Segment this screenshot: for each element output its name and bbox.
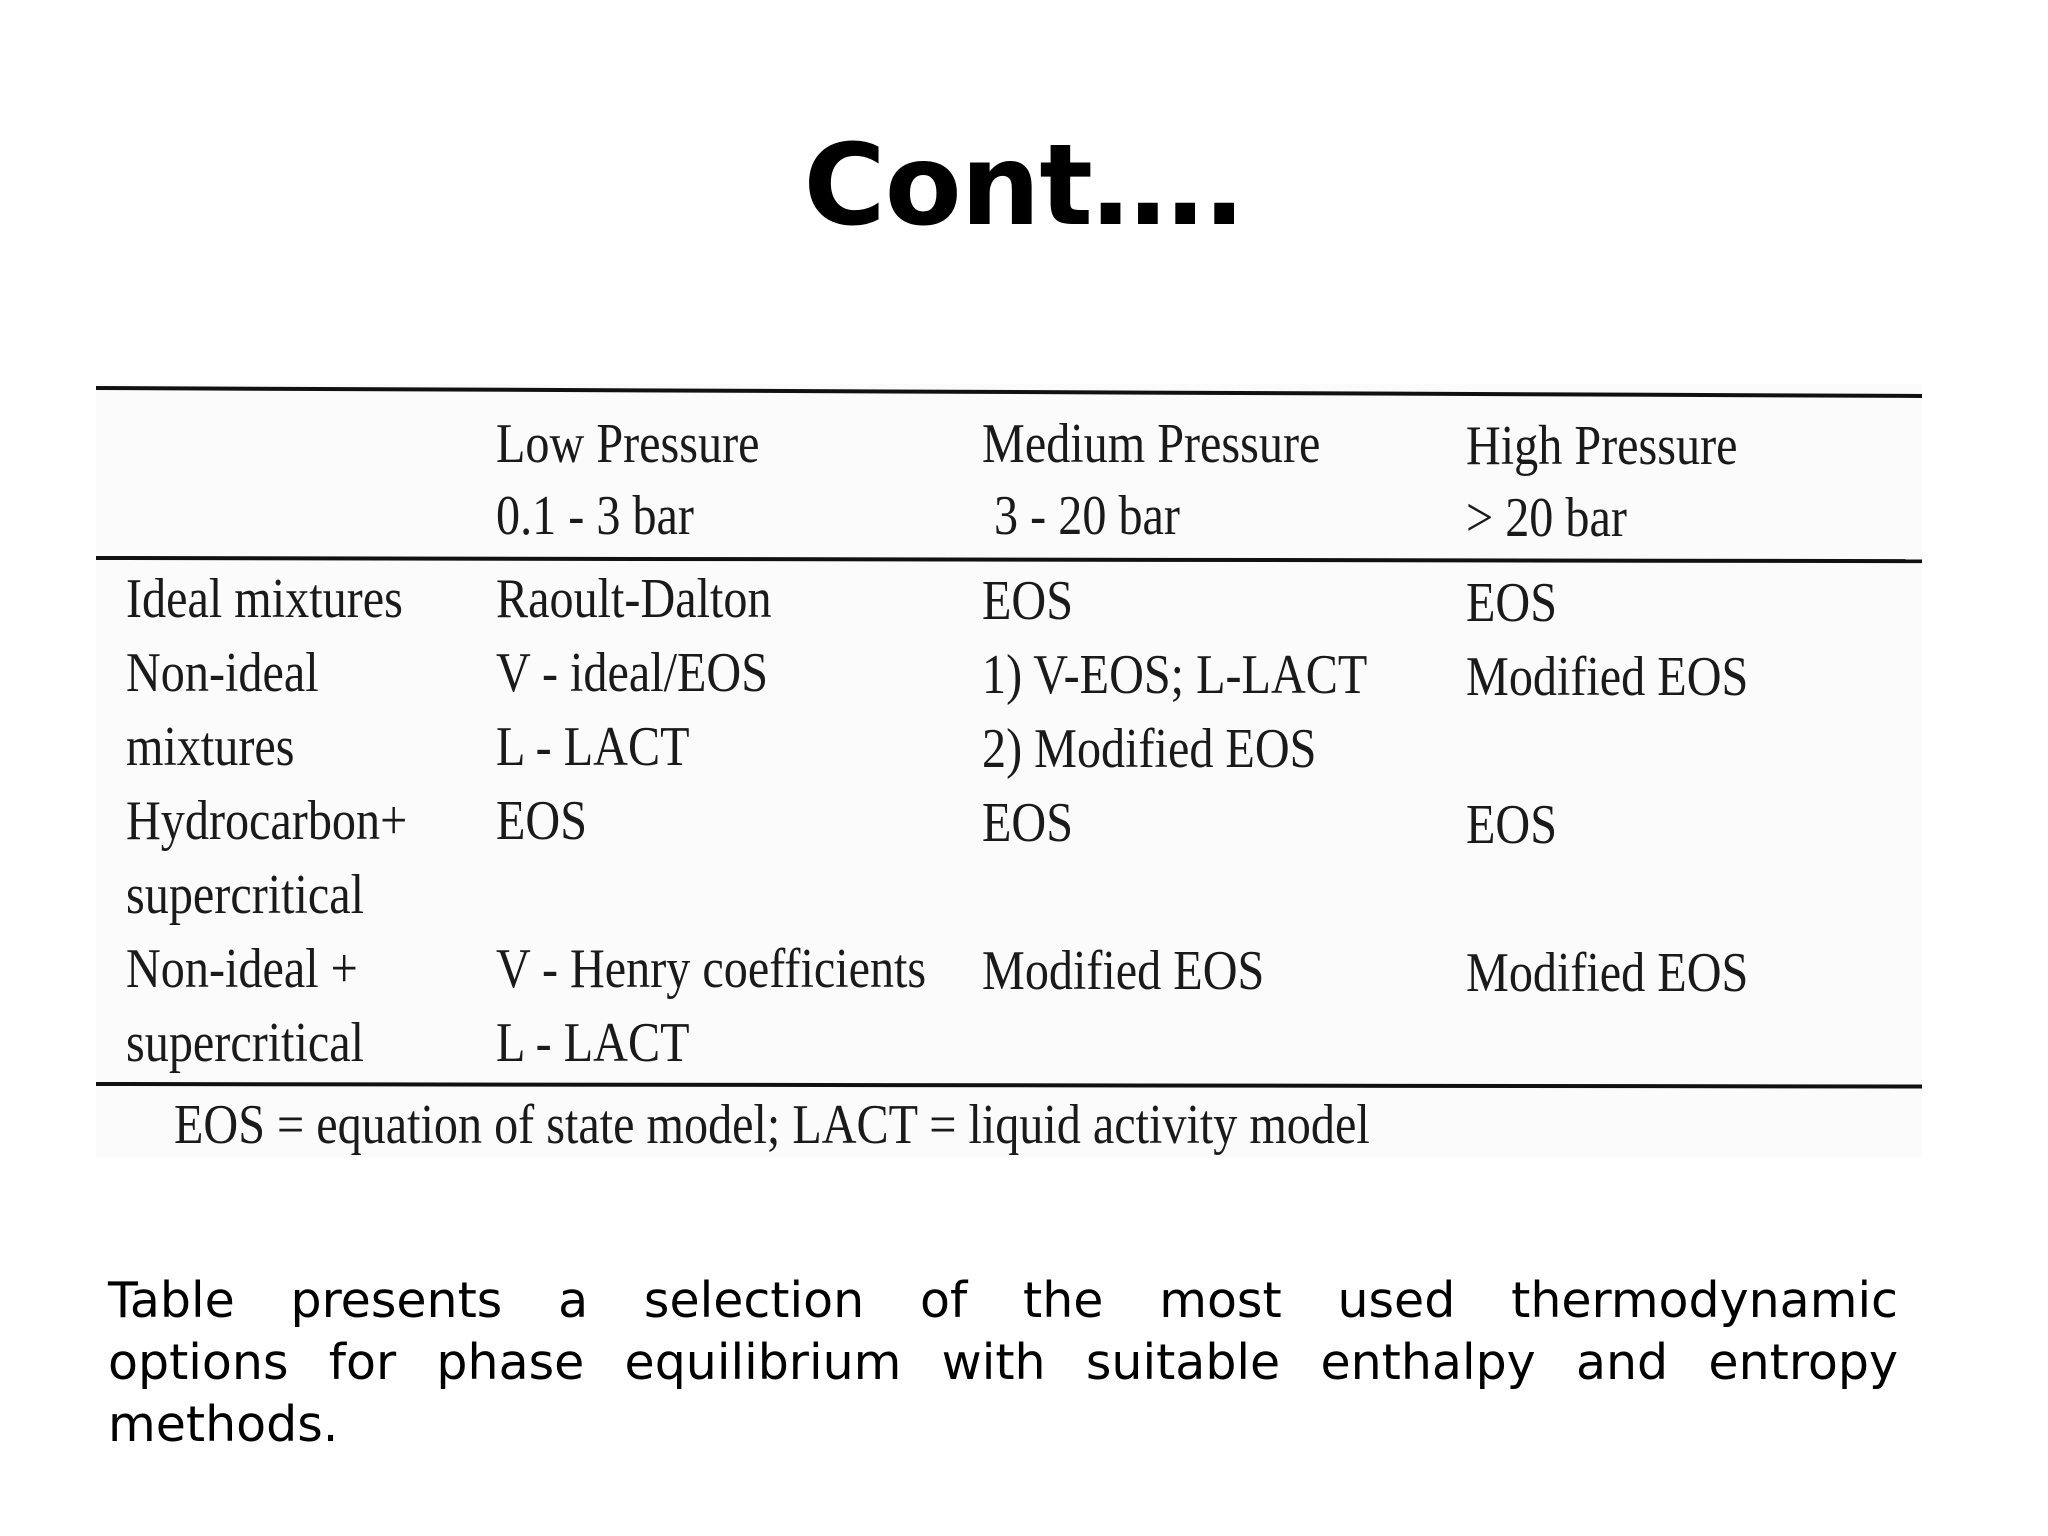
table-cell: Modified EOS	[982, 940, 1265, 1002]
table-cell: EOS	[1466, 794, 1557, 856]
header-high-pressure-range: > 20 bar	[1466, 487, 1627, 549]
table-footnote: EOS = equation of state model; LACT = liquid activity model	[174, 1094, 1370, 1156]
table-row: supercritical	[126, 864, 365, 926]
thermodynamic-options-table	[96, 384, 1922, 1158]
table-cell: Raoult-Dalton	[496, 568, 772, 630]
table-cell: EOS	[496, 790, 587, 852]
table-cell: L - LACT	[496, 716, 690, 778]
table-row: Non-ideal +	[126, 938, 358, 1000]
header-medium-pressure-range: 3 - 20 bar	[982, 485, 1180, 547]
table-row: Hydrocarbon+	[126, 790, 408, 852]
table-row: Ideal mixtures	[126, 568, 403, 630]
table-cell: V - ideal/EOS	[496, 642, 768, 704]
header-low-pressure-range: 0.1 - 3 bar	[496, 485, 694, 547]
header-medium-pressure: Medium Pressure	[982, 413, 1321, 475]
table-row: supercritical	[126, 1012, 365, 1074]
slide-title: Cont….	[803, 121, 1245, 251]
table-row: Non-ideal	[126, 642, 319, 704]
table-cell: 2) Modified EOS	[982, 718, 1317, 780]
table-cell: EOS	[982, 792, 1073, 854]
table-row: mixtures	[126, 716, 295, 778]
table-cell: EOS	[1466, 572, 1557, 634]
table-cell: 1) V-EOS; L-LACT	[982, 644, 1368, 706]
table-cell: L - LACT	[496, 1012, 690, 1074]
table-top-rule	[96, 386, 1922, 398]
table-cell: Modified EOS	[1466, 646, 1749, 708]
table-cell: Modified EOS	[1466, 942, 1749, 1004]
header-low-pressure: Low Pressure	[496, 413, 760, 475]
header-high-pressure: High Pressure	[1466, 415, 1738, 477]
slide-caption: Table presents a selection of the most used thermodynamic options for phase equilibrium with suitable enthalpy and entropy methods.	[108, 1272, 1898, 1453]
table-cell: V - Henry coefficients	[496, 938, 927, 1000]
table-cell: EOS	[982, 570, 1073, 632]
